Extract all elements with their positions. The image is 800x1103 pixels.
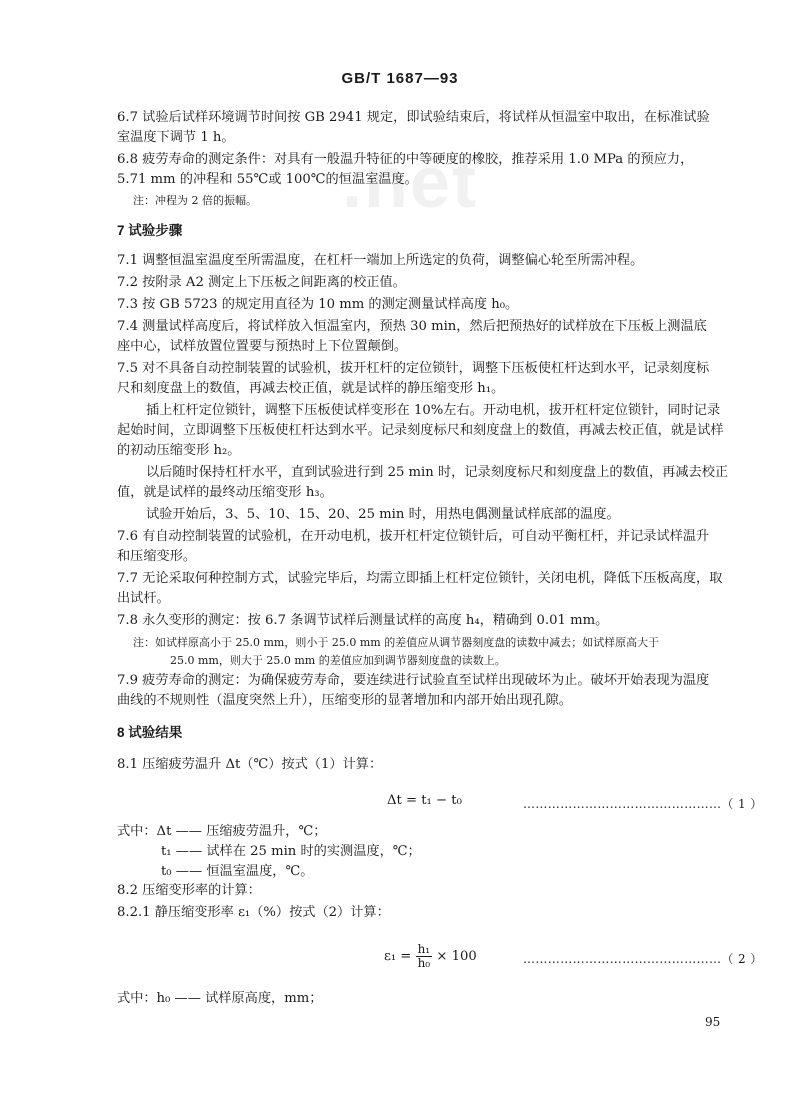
text-line: 8.1 压缩疲劳温升 Δt（℃）按式（1）计算：	[117, 757, 383, 772]
text-line: 插上杠杆定位锁针，调整下压板使试样变形在 10%左右。开动电机，拔开杠杆定位锁针，同时记录	[146, 403, 721, 418]
formula-definition: 式中：Δt —— 压缩疲劳温升，℃；	[117, 824, 327, 839]
text-line: 的初动压缩变形 h₂。	[117, 443, 241, 458]
text-line: 座中心，试样放置位置要与预热时上下位置颠倒。	[117, 339, 408, 354]
text-line: 8.2.1 静压缩变形率 ε₁（%）按式（2）计算：	[117, 905, 390, 920]
formula-2-fraction	[416, 943, 433, 970]
text-line: 7.9 疲劳寿命的测定：为确保疲劳寿命，要连续进行试验直至试样出现破坏为止。破坏开始表现为温度	[117, 673, 710, 688]
text-line: 试验开始后，3、5、10、15、20、25 min 时，用热电偶测量试样底部的温度。	[146, 507, 620, 522]
text-line: 8.2 压缩变形率的计算：	[117, 883, 261, 898]
section-heading-8: 8 试验结果	[117, 725, 183, 740]
formula-1: Δt = t₁ − t₀	[387, 793, 462, 808]
text-line: 7.2 按附录 A2 测定上下压板之间距离的校正值。	[117, 275, 406, 290]
text-line: 7.5 对不具备自动控制装置的试验机，拔开杠杆的定位锁针，调整下压板使杠杆达到水平，记录刻度标	[117, 361, 710, 376]
text-line: 室温度下调节 1 h。	[117, 130, 235, 145]
text-line: 曲线的不规则性（温度突然上升），压缩变形的显著增加和内部开始出现孔隙。	[117, 693, 572, 708]
text-line: 7.4 测量试样高度后，将试样放入恒温室内，预热 30 min，然后把预热好的试样放在下压板上测温底	[117, 319, 707, 334]
page-number: 95	[705, 1015, 721, 1029]
text-line: 7.7 无论采取何种控制方式，试验完毕后，均需立即插上杠杆定位锁针，关闭电机，降低下压板高度，取	[117, 571, 723, 586]
text-line: 7.6 有自动控制装置的试验机，在开动电机，拔开杠杆定位锁针后，可自动平衡杠杆，并记录试样温升	[117, 529, 710, 544]
text-line: 以后随时保持杠杆水平，直到试验进行到 25 min 时，记录刻度标尺和刻度盘上的数值，再减去校正	[146, 465, 729, 480]
formula-definition: t₁ —— 试样在 25 min 时的实测温度，℃；	[161, 844, 421, 859]
text-line: 5.71 mm 的冲程和 55℃或 100℃的恒温室温度。	[117, 172, 418, 187]
text-line: 尺和刻度盘上的数值，再减去校正值，就是试样的静压缩变形 h₁。	[117, 381, 505, 396]
note-line: 25.0 mm，则大于 25.0 mm 的差值应加到调节器刻度盘的读数上。	[170, 654, 506, 667]
text-line: 7.8 永久变形的测定：按 6.7 条调节试样后测量试样的高度 h₄，精确到 0.01 mm。	[117, 613, 609, 628]
text-line: 7.1 调整恒温室温度至所需温度，在杠杆一端加上所选定的负荷，调整偏心轮至所需冲程。	[117, 253, 644, 268]
page-header-standard-code: GB/T 1687—93	[341, 70, 459, 87]
note-line: 注：如试样原高小于 25.0 mm，则小于 25.0 mm 的差值应从调节器刻度盘的读数中减去；如试样原高大于	[133, 636, 660, 649]
formula-1-number: …………………………………………（ 1 ）	[523, 797, 763, 811]
formula-2-lhs: ε₁ =	[384, 949, 412, 964]
text-line: 值，就是试样的最终动压缩变形 h₃。	[117, 485, 333, 500]
text-line: 6.7 试验后试样环境调节时间按 GB 2941 规定，即试验结束后，将试样从恒温室中取出，在标准试验	[117, 110, 710, 125]
formula-2-numerator: h₁	[417, 942, 431, 956]
text-line: 起始时间，立即调整下压板使杠杆达到水平。记录刻度标尺和刻度盘上的数值，再减去校正值，就是试样	[117, 423, 724, 438]
formula-2-denominator: h₀	[417, 956, 431, 970]
formula-2-number: …………………………………………（ 2 ）	[523, 952, 763, 966]
text-line: 6.8 疲劳寿命的测定条件：对具有一般温升特征的中等硬度的橡胶，推荐采用 1.0 MPa 的预应力，	[117, 152, 694, 167]
formula-2-rhs: × 100	[436, 949, 477, 964]
formula-definition: 式中：h₀ —— 试样原高度，mm；	[117, 991, 323, 1006]
note-line: 注：冲程为 2 倍的振幅。	[133, 194, 257, 207]
section-heading-7: 7 试验步骤	[117, 223, 183, 238]
watermark: .net	[342, 143, 479, 223]
text-line: 出试杆。	[117, 591, 170, 606]
text-line: 和压缩变形。	[117, 549, 197, 564]
formula-2	[384, 943, 477, 970]
text-line: 7.3 按 GB 5723 的规定用直径为 10 mm 的测定测量试样高度 h₀。	[117, 297, 519, 312]
formula-definition: t₀ —— 恒温室温度，℃。	[161, 864, 314, 879]
